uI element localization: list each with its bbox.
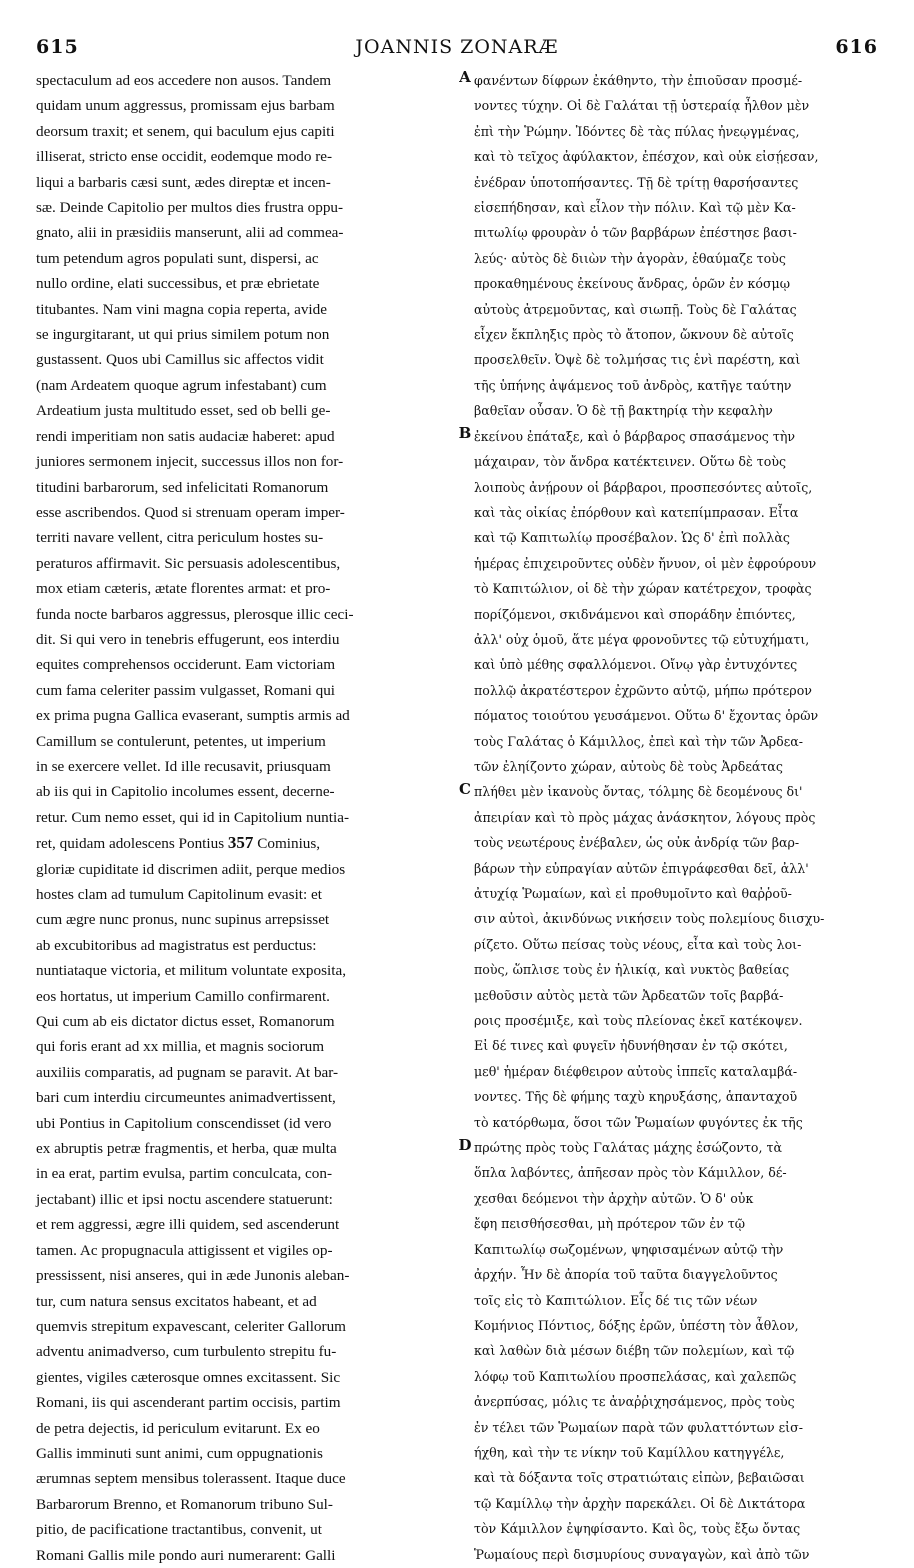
greek-text-line: ἀρχήν. Ἦν δὲ ἀπορία τοῦ ταῦτα διαγγελοῦντος <box>474 1267 778 1283</box>
greek-text-line: τὸ κατόρθωμα, ὅσοι τῶν Ῥωμαίων φυγόντες ἐκ τῆς <box>474 1114 803 1130</box>
latin-text-line: hostes clam ad tumulum Capitolinum evasit: et <box>36 886 322 903</box>
latin-text-line: tamen. Ac propugnacula attigissent et vigiles op- <box>36 1241 333 1259</box>
margin-marker-b: B <box>458 424 472 442</box>
latin-text-line: gustassent. Quos ubi Camillus sic affectos vidit <box>36 351 324 369</box>
greek-text-line: ἡμέρας ἐπιχειροῦντες οὐδὲν ἤνυον, οἱ μὲν ἐφρούρουν <box>474 555 817 571</box>
greek-text-line: φανέντων δίφρων ἐκάθηντο, τὴν ἐπιοῦσαν προσμέ- <box>474 73 803 88</box>
latin-text-line: mox etiam cæteris, ætate florentes armat: et pro- <box>36 580 331 598</box>
latin-text-line: Camillum se contulerunt, petentes, ut imperium <box>36 732 326 750</box>
latin-text-line: pitio, de pacificatione tractantibus, convenit, ut <box>36 1521 322 1539</box>
latin-text-line: territi navare vellent, citra periculum hostes su- <box>36 529 324 547</box>
greek-text-line: τῷ Καμίλλῳ τὴν ἀρχὴν παρεκάλει. Οἱ δὲ Δικτάτορα <box>474 1495 806 1511</box>
greek-text-line: Κομήνιος Πόντιος, δόξης ἐρῶν, ὑπέστη τὸν ἆθλον, <box>474 1317 799 1333</box>
greek-text-line: βαθεῖαν οὖσαν. Ὁ δὲ τῇ βακτηρίᾳ τὴν κεφαλὴν <box>474 403 773 419</box>
greek-text-line: ἀτυχίᾳ Ῥωμαίων, καὶ εἰ προθυμοῖντο καὶ θαῤῥοῦ- <box>474 886 792 901</box>
latin-text-line: ex abruptis petræ fragmentis, et herba, quæ multa <box>36 1140 337 1158</box>
greek-text-line: Καπιτωλίῳ σωζομένων, ψηφισαμένων αὐτῷ τὴν <box>474 1241 784 1257</box>
latin-text-line: illiserat, stricto ense occidit, eodemque modo re- <box>36 148 333 166</box>
greek-text-line: βάρων τὴν εὐπραγίαν αὐτῶν ἐπιγράφεσθαι δεῖ, ἀλλ' <box>474 860 809 876</box>
latin-text-line: nullo ordine, elati successibus, et præ ebrietate <box>36 275 320 293</box>
latin-text-line: gloriæ cupiditate id discrimen adiit, perque medios <box>36 860 346 878</box>
latin-text-line: equites comprehensos occiderunt. Eam victoriam <box>36 656 336 674</box>
running-title: JOANNIS ZONARÆ <box>355 36 559 58</box>
latin-text-line: jectabant) illic et ipsi noctu ascendere statuerunt: <box>36 1190 333 1208</box>
greek-text-line: τῆς ὑπήνης ἀψάμενος τοῦ ἀνδρὸς, κατῆγε ταύτην <box>474 377 792 393</box>
latin-text-line: gnato, alii in præsidiis manserunt, alii ad commea- <box>36 224 344 242</box>
greek-text-line: λεύς· αὐτὸς δὲ διιὼν τὴν ἀγορὰν, ἐθαύμαζε τοὺς <box>474 250 786 266</box>
greek-text-line: ὅπλα λαβόντες, ἀπῆεσαν πρὸς τὸν Κάμιλλον, δέ- <box>474 1165 787 1181</box>
latin-text-line: bari cum interdiu circumeuntes animadvertissent, <box>36 1089 336 1107</box>
greek-text-line: προσελθεῖν. Ὀψὲ δὲ τολμήσας τις ἑνὶ παρέστη, καὶ <box>474 352 801 368</box>
greek-text-line: ἐπὶ τὴν Ῥώμην. Ἰδόντες δὲ τὰς πύλας ἠνεῳγμένας, <box>474 123 800 139</box>
latin-text-line: sæ. Deinde Capitolio per multos dies frustra oppu- <box>36 199 344 217</box>
left-page-number: 615 <box>36 36 79 58</box>
greek-text-line: αὐτοὺς ἀτρεμοῦντας, καὶ σιωπῇ. Τοὺς δὲ Γαλάτας <box>474 301 797 317</box>
right-page-number: 616 <box>835 36 878 58</box>
latin-text-line: qui foris erant ad xx millia, et magnis sociorum <box>36 1038 325 1056</box>
latin-text-line: ret, quidam adolescens Pontius 357 Cominius, <box>36 833 321 853</box>
latin-text-line: titubantes. Nam vini magna copia reperta, avide <box>36 300 327 318</box>
latin-text-line: esse ascribendos. Quod si strenuam operam imper- <box>36 503 345 521</box>
latin-text-line: Gallis imminuti sunt animi, cum oppugnationis <box>36 1444 323 1462</box>
greek-text-line: ἐν τέλει τῶν Ῥωμαίων παρὰ τῶν φυλαττόντων εἰσ- <box>474 1419 803 1435</box>
greek-text-line: ἔφη πεισθήσεσθαι, μὴ πρότερον τῶν ἐν τῷ <box>474 1216 746 1232</box>
latin-text-line: ab excubitoribus ad magistratus est perductus: <box>36 936 317 954</box>
greek-text-line: καὶ λαθὼν διὰ μέσων διέβη τῶν πολεμίων, καὶ τῷ <box>474 1343 795 1359</box>
greek-text-line: τὸν Κάμιλλον ἐψηφίσαντο. Καὶ ὃς, τοὺς ἔξω ὄντας <box>474 1521 801 1537</box>
latin-column <box>36 68 456 1564</box>
greek-text-line: πολλῷ ἀκρατέστερον ἐχρῶντο αὐτῷ, μήπω πρότερον <box>474 682 812 698</box>
inline-page-number: 357 <box>227 833 254 853</box>
greek-text-line: εἶχεν ἔκπληξις πρὸς τὸ ἄτοπον, ὤκνουν δὲ αὐτοῖς <box>474 327 794 343</box>
greek-text-line: σιν αὐτοὶ, ἀκινδύνως νικήσειν τοὺς πολεμίους διισχυ- <box>474 911 825 927</box>
greek-text-line: χεσθαι δεόμενοι τὴν ἀρχὴν αὐτῶν. Ὁ δ' οὐκ <box>474 1190 754 1206</box>
latin-text-line: gientes, vigiles cæterosque omnes excitassent. Sic <box>36 1368 341 1386</box>
greek-text-line: εἰσεπήδησαν, καὶ εἷλον τὴν πόλιν. Καὶ τῷ μὲν Κα- <box>474 200 796 216</box>
greek-column <box>474 68 878 1562</box>
latin-text-line: spectaculum ad eos accedere non ausos. Tandem <box>36 72 332 89</box>
latin-text-line: ab iis qui in Capitolio incolumes essent, decerne- <box>36 783 335 801</box>
greek-text-line: ἐνέδραν ὑποτοπήσαντες. Τῇ δὲ τρίτῃ θαρσήσαντες <box>474 174 799 190</box>
greek-text-line: μάχαιραν, τὸν ἄνδρα κατέκτεινεν. Οὕτω δὲ τοὺς <box>474 454 787 470</box>
greek-text-line: καὶ τὸ τεῖχος ἀφύλακτον, ἐπέσχον, καὶ οὐκ εἰσῄεσαν, <box>474 149 819 165</box>
latin-text-line: nuntiataque victoria, et militum voluntate exposita, <box>36 962 347 980</box>
latin-text-line: ubi Pontius in Capitolium conscendisset (id vero <box>36 1114 332 1132</box>
latin-text-line: Qui cum ab eis dictator dictus esset, Romanorum <box>36 1013 335 1031</box>
greek-text-line: πιτωλίῳ φρουρὰν ὁ τῶν βαρβάρων ἐπέστησε βασι- <box>474 225 797 241</box>
latin-text-line: deorsum traxit; et senem, qui baculum ejus capiti <box>36 122 335 140</box>
latin-text-line: Ardeatium justa multitudo esset, sed ob belli ge- <box>36 402 331 420</box>
greek-text-line: μεθ' ἡμέραν διέφθειρον αὐτοὺς ἱππεῖς καταλαμβά- <box>474 1063 798 1079</box>
latin-text-line: juniores sermonem injecit, successus illos non for- <box>36 453 344 471</box>
greek-text-line: τοὺς Γαλάτας ὁ Κάμιλλος, ἐπεὶ καὶ τὴν τῶν Ἀρδεα- <box>474 733 803 749</box>
greek-text-line: τοῖς εἰς τὸ Καπιτώλιον. Εἷς δέ τις τῶν νέων <box>474 1292 758 1308</box>
greek-text-line: ποὺς, ὥπλισε τοὺς ἐν ἡλικίᾳ, καὶ νυκτὸς βαθείας <box>474 962 790 978</box>
greek-text-line: καὶ ὑπὸ μέθης σφαλλόμενοι. Οἴνῳ γὰρ ἐντυχόντες <box>474 657 798 673</box>
latin-text-line: adventu animadverso, cum turbulento strepitu fu- <box>36 1343 337 1361</box>
latin-text-line: tur, cum natura sensus excitatos habeant, et ad <box>36 1292 317 1310</box>
greek-text-line: ἀπειρίαν καὶ τὸ πρὸς μάχας ἀνάσκητον, λόγους πρὸς <box>474 809 816 825</box>
latin-text-line: cum ægre nunc pronus, nunc supinus arrepsisset <box>36 911 330 929</box>
greek-text-line: τοὺς νεωτέρους ἐνέβαλεν, ὡς οὐκ ἀνδρίᾳ τῶν βαρ- <box>474 835 800 851</box>
latin-text-line: Romani, iis qui ascenderant partim occisis, partim <box>36 1394 341 1412</box>
latin-text-line: titudini barbarorum, sed infelicitati Romanorum <box>36 478 329 496</box>
greek-text-line: ἀνερπύσας, μόλις τε ἀναῤῥιχησάμενος, πρὸς τοὺς <box>474 1394 795 1410</box>
running-header <box>36 36 878 66</box>
latin-text-line: peraturos affirmavit. Sic persuasis adolescentibus, <box>36 554 341 572</box>
greek-text-line: νοντες τύχην. Οἱ δὲ Γαλάται τῇ ὑστεραίᾳ ἦλθον μὲν <box>474 98 810 114</box>
latin-text-line: retur. Cum nemo esset, qui id in Capitolium nuntia- <box>36 808 349 826</box>
greek-text-line: ήχθη, καὶ τὴν τε νίκην τοῦ Καμίλλου κατηγγέλε, <box>474 1444 785 1460</box>
greek-text-line: ροις προσέμιξε, καὶ τοὺς πλείονας ἐκεῖ κατέκοψεν. <box>474 1013 803 1029</box>
margin-marker-c: C <box>459 780 471 798</box>
greek-text-line: προκαθημένους ἐκείνους ἄνδρας, ὁρῶν ἐν κόσμῳ <box>474 276 791 292</box>
latin-text-line: ex prima pugna Gallica evaserant, sumptis armis ad <box>36 707 350 725</box>
latin-text-line: Barbarorum Brenno, et Romanorum tribuno Sul- <box>36 1495 333 1513</box>
greek-text-line: νοντες. Τῆς δὲ φήμης ταχὺ κηρυξάσης, ἁπανταχοῦ <box>474 1089 798 1105</box>
latin-text-line: Romani Gallis mile pondo auri numerarent: Galli <box>36 1546 336 1564</box>
latin-text-line: (nam Ardeatem quoque agrum infestabant) cum <box>36 376 327 394</box>
latin-text-line: eos hortatus, ut imperium Camillo confirmarent. <box>36 987 330 1005</box>
greek-text-line: λοιποὺς ἀνῄρουν οἱ βάρβαροι, προσπεσόντες αὐτοῖς, <box>474 479 813 495</box>
greek-text-line: Ῥωμαίους περὶ δισμυρίους συναγαγὼν, καὶ ἀπὸ τῶν <box>474 1546 810 1562</box>
greek-text-line: ἀλλ' οὐχ ὁμοῦ, ἅτε μέγα φρονοῦντες τῷ εὐτυχήματι, <box>474 631 810 647</box>
greek-text-line: καὶ τῷ Καπιτωλίῳ προσέβαλον. Ὡς δ' ἐπὶ πολλὰς <box>474 530 790 546</box>
greek-text-line: καὶ τὰς οἰκίας ἐπόρθουν καὶ κατεπίμπρασαν. Εἶτα <box>474 504 799 520</box>
greek-text-line: πρώτης πρὸς τοὺς Γαλάτας μάχης ἐσώζοντο, τὰ <box>474 1140 782 1156</box>
latin-text-line: pressissent, nisi anseres, qui in æde Junonis aleban- <box>36 1267 350 1285</box>
latin-text-line: rendi imperitiam non satis audaciæ haberet: apud <box>36 427 335 445</box>
latin-text-line: et rem aggressi, ægre illi quidem, sed ascenderunt <box>36 1216 340 1234</box>
latin-text-line: se ingurgitarant, ut qui prius similem potum non <box>36 326 330 344</box>
greek-text-line: πλήθει μὲν ἱκανοὺς ὄντας, τόλμης δὲ δεομένους δι' <box>474 784 803 800</box>
latin-text-line: quemvis strepitum expavescant, celeriter Gallorum <box>36 1317 346 1335</box>
greek-text-line: πορίζόμενοι, σκιδνάμενοι καὶ σποράδην ἐπιόντες, <box>474 606 796 622</box>
margin-marker-a: A <box>459 68 471 86</box>
greek-text-line: Εἰ δέ τινες καὶ φυγεῖν ἠδυνήθησαν ἐν τῷ σκότει, <box>474 1038 788 1054</box>
latin-text-line: in se exercere vellet. Id ille recusavit, priusquam <box>36 757 331 775</box>
greek-text-line: λόφῳ τοῦ Καπιτωλίου προσπελάσας, καὶ χαλεπῶς <box>474 1368 797 1384</box>
greek-text-line: ἐκείνου ἐπάταξε, καὶ ὁ βάρβαρος σπασάμενος τὴν <box>474 428 796 444</box>
greek-text-line: πόματος τοιούτου γευσάμενοι. Οὕτω δ' ἔχοντας ὁρῶν <box>474 708 819 724</box>
latin-text-line: tum petendum agros populati sunt, dispersi, ac <box>36 249 319 267</box>
latin-text-line: quidam unum aggressus, promissam ejus barbam <box>36 97 335 115</box>
greek-text-line: τὸ Καπιτώλιον, οἱ δὲ τὴν χώραν κατέτρεχον, τροφὰς <box>474 581 812 597</box>
greek-text-line: ρίζετο. Οὕτω πείσας τοὺς νέους, εἶτα καὶ τοὺς λοι- <box>474 936 802 952</box>
greek-text-line: τῶν ἐληίζοντο χώραν, αὐτοὺς δὲ τοὺς Ἀρδεάτας <box>474 758 783 774</box>
latin-text-line: auxiliis comparatis, ad pugnam se paravit. At bar- <box>36 1063 339 1081</box>
greek-text-line: καὶ τὰ δόξαντα τοῖς στρατιώταις εἰπὼν, βεβαιῶσαι <box>474 1470 805 1486</box>
latin-text-line: de petra dejectis, id periculum evitarunt. Ex eo <box>36 1419 320 1437</box>
latin-text-line: funda nocte barbaros aggressus, plerosque illic ceci- <box>36 605 354 623</box>
greek-text-line: μεθοῦσιν αὐτὸς μετὰ τῶν Ἀρδεατῶν τοῖς βαρβά- <box>474 987 784 1003</box>
latin-text-line: in ea erat, partim evulsa, partim conculcata, con- <box>36 1165 333 1183</box>
margin-marker-d: D <box>458 1136 472 1154</box>
latin-text-line: liqui a barbaris cæsi sunt, ædes direptæ et incen- <box>36 173 331 191</box>
latin-text-line: ærumnas septem mensibus tolerassent. Itaque duce <box>36 1470 346 1488</box>
latin-text-line: cum fama celeriter passim vulgasset, Romani qui <box>36 681 336 699</box>
latin-text-line: dit. Si qui vero in tenebris effugerunt, eos interdiu <box>36 630 340 648</box>
